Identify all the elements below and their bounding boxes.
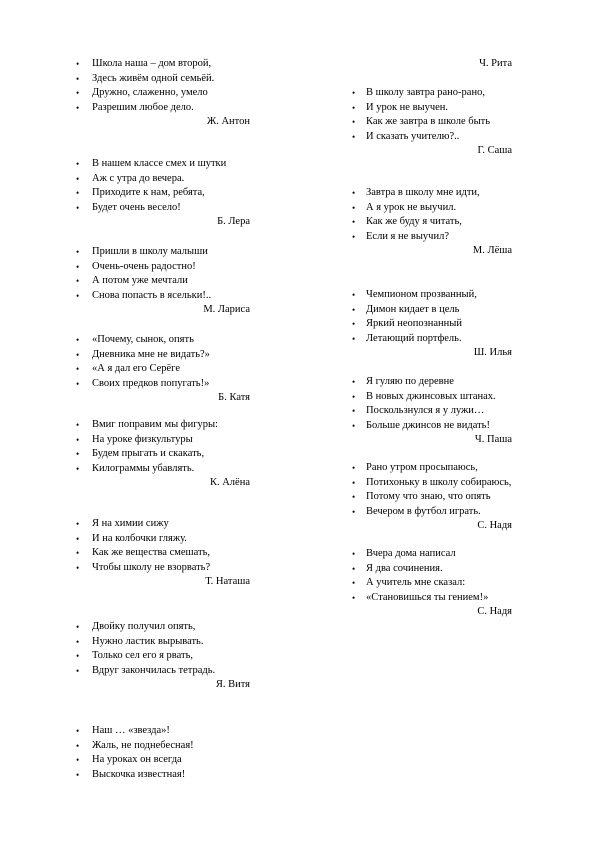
bullet-icon: •	[352, 333, 356, 344]
poem-line: • А потом уже мечтали	[0, 274, 270, 289]
poem-line: • Здесь живём одной семьёй.	[0, 72, 270, 87]
poem-line: • Яркий неопознанный	[300, 317, 570, 332]
poem-line: • Разрешим любое дело.	[0, 101, 270, 116]
bullet-icon: •	[76, 349, 80, 360]
poem-line: • В нашем классе смех и шутки	[0, 157, 270, 172]
bullet-icon: •	[352, 102, 356, 113]
bullet-icon: •	[76, 463, 80, 474]
poem-line: • Будем прыгать и скакать,	[0, 447, 270, 462]
bullet-icon: •	[352, 578, 356, 589]
poem-line: • Как же буду я читать,	[300, 215, 570, 230]
poem-line: • Поскользнулся я у лужи…	[300, 404, 570, 419]
poem-stanza	[300, 57, 570, 72]
poem-line: • И сказать учителю?..	[300, 130, 570, 145]
poem-stanza	[300, 86, 570, 159]
poem-line: • Очень-очень радостно!	[0, 260, 270, 275]
poem-line: • Школа наша – дом второй,	[0, 57, 270, 72]
poem-stanza	[0, 418, 270, 491]
poem-line: • Пришли в школу малыши	[0, 245, 270, 260]
bullet-icon: •	[76, 261, 80, 272]
bullet-icon: •	[76, 159, 80, 169]
poem-stanza	[0, 517, 270, 590]
poem-line: • На уроках он всегда	[0, 753, 270, 768]
bullet-icon: •	[76, 755, 80, 766]
bullet-icon: •	[76, 636, 80, 647]
poem-line: • Наш … «звезда»!	[0, 724, 270, 739]
bullet-icon: •	[76, 434, 80, 445]
poem-line: • «Становишься ты гением!»	[300, 591, 570, 606]
bullet-icon: •	[76, 449, 80, 460]
poem-line: • Аж с утра до вечера.	[0, 172, 270, 187]
poem-line: • А я урок не выучил.	[300, 201, 570, 216]
poem-line: • Димон кидает в цель	[300, 303, 570, 318]
bullet-icon: •	[76, 247, 80, 257]
bullet-icon: •	[352, 377, 356, 387]
poem-line: • Чемпионом прозванный,	[300, 288, 570, 303]
poem-author: Г. Саша	[477, 145, 512, 157]
poem-line: • Килограммы убавлять.	[0, 462, 270, 477]
poem-line: • Рано утром просыпаюсь,	[300, 461, 570, 476]
bullet-icon: •	[76, 290, 80, 301]
poem-author: Б. Катя	[218, 392, 250, 404]
bullet-icon: •	[352, 217, 356, 228]
poem-line: • Завтра в школу мне идти,	[300, 186, 570, 201]
bullet-icon: •	[352, 202, 356, 213]
poem-line: • Только сел его я рвать,	[0, 649, 270, 664]
poem-stanza	[300, 375, 570, 448]
poem-stanza	[0, 57, 270, 130]
poem-stanza	[300, 461, 570, 534]
poem-author: Б. Лера	[217, 216, 250, 228]
poem-author: С. Надя	[477, 606, 512, 618]
poem-line: • И урок не выучен.	[300, 101, 570, 116]
poem-stanza	[0, 245, 270, 318]
bullet-icon: •	[76, 533, 80, 544]
bullet-icon: •	[76, 378, 80, 389]
poem-author: С. Надя	[477, 520, 512, 532]
bullet-icon: •	[76, 335, 80, 345]
bullet-icon: •	[352, 549, 356, 559]
bullet-icon: •	[352, 420, 356, 431]
poem-author: Ч. Паша	[474, 434, 512, 446]
poem-line: • Потихоньку в школу собираюсь,	[300, 476, 570, 491]
bullet-icon: •	[76, 188, 80, 199]
poem-line: • Выскочка известная!	[0, 768, 270, 783]
bullet-icon: •	[76, 548, 80, 559]
bullet-icon: •	[352, 290, 356, 300]
poem-author: Я. Витя	[215, 679, 250, 691]
bullet-icon: •	[352, 463, 356, 473]
poem-line: • Дружно, слаженно, умело	[0, 86, 270, 101]
bullet-icon: •	[76, 364, 80, 375]
poem-author: Т. Наташа	[205, 576, 250, 588]
bullet-icon: •	[352, 506, 356, 517]
poem-line: • Приходите к нам, ребята,	[0, 186, 270, 201]
bullet-icon: •	[76, 519, 80, 529]
bullet-icon: •	[76, 59, 80, 69]
poem-line: • На уроке физкультуры	[0, 433, 270, 448]
poem-line: • Если я не выучил?	[300, 230, 570, 245]
poem-line: • Вмиг поправим мы фигуры:	[0, 418, 270, 433]
poem-stanza	[0, 620, 270, 693]
poem-line: • Нужно ластик вырывать.	[0, 635, 270, 650]
bullet-icon: •	[352, 406, 356, 417]
poem-line: • Я два сочинения.	[300, 562, 570, 577]
poem-line: • Будет очень весело!	[0, 201, 270, 216]
bullet-icon: •	[352, 477, 356, 488]
poem-stanza	[300, 186, 570, 259]
bullet-icon: •	[76, 726, 80, 736]
poem-line: • «А я дал его Серёге	[0, 362, 270, 377]
bullet-icon: •	[352, 492, 356, 503]
poem-line: • В школу завтра рано-рано,	[300, 86, 570, 101]
poem-line: • Двойку получил опять,	[0, 620, 270, 635]
bullet-icon: •	[76, 102, 80, 113]
poem-line: • Вечером в футбол играть.	[300, 505, 570, 520]
poem-line: • И на колбочки гляжу.	[0, 532, 270, 547]
bullet-icon: •	[352, 188, 356, 198]
poem-line: • «Почему, сынок, опять	[0, 333, 270, 348]
poem-line: • Жаль, не поднебесная!	[0, 739, 270, 754]
poem-author: Ч. Рита	[479, 58, 512, 69]
poem-author: Ш. Илья	[473, 347, 512, 359]
poem-stanza	[300, 288, 570, 361]
poem-line: • Своих предков попугать!»	[0, 377, 270, 392]
bullet-icon: •	[352, 319, 356, 330]
bullet-icon: •	[76, 622, 80, 632]
bullet-icon: •	[352, 391, 356, 402]
poem-line: • Снова попасть в ясельки!..	[0, 289, 270, 304]
bullet-icon: •	[76, 651, 80, 662]
poem-stanza	[300, 547, 570, 620]
poem-line: • Летающий портфель.	[300, 332, 570, 347]
bullet-icon: •	[76, 202, 80, 213]
poem-line: • Больше джинсов не видать!	[300, 419, 570, 434]
bullet-icon: •	[352, 592, 356, 603]
poem-line: • В новых джинсовых штанах.	[300, 390, 570, 405]
bullet-icon: •	[352, 231, 356, 242]
bullet-icon: •	[352, 304, 356, 315]
poem-line: • Вчера дома написал	[300, 547, 570, 562]
bullet-icon: •	[76, 276, 80, 287]
poem-stanza	[0, 724, 270, 782]
bullet-icon: •	[76, 665, 80, 676]
poem-author: М. Лариса	[203, 304, 250, 316]
poem-line: • Как же завтра в школе быть	[300, 115, 570, 130]
poem-stanza	[0, 333, 270, 406]
bullet-icon: •	[76, 420, 80, 430]
bullet-icon: •	[352, 131, 356, 142]
bullet-icon: •	[76, 73, 80, 84]
poem-author: М. Лёша	[472, 245, 512, 257]
bullet-icon: •	[76, 88, 80, 99]
poem-line: • Как же вещества смешать,	[0, 546, 270, 561]
poem-line: • Я гуляю по деревне	[300, 375, 570, 390]
bullet-icon: •	[352, 88, 356, 98]
poem-line: • Дневника мне не видать?»	[0, 348, 270, 363]
bullet-icon: •	[76, 769, 80, 780]
bullet-icon: •	[352, 563, 356, 574]
bullet-icon: •	[76, 173, 80, 184]
poem-line: • Я на химии сижу	[0, 517, 270, 532]
poem-line: • Вдруг закончилась тетрадь.	[0, 664, 270, 679]
poem-line: • А учитель мне сказал:	[300, 576, 570, 591]
poem-line: • Потому что знаю, что опять	[300, 490, 570, 505]
bullet-icon: •	[76, 562, 80, 573]
poem-line: • Чтобы школу не взорвать?	[0, 561, 270, 576]
poem-stanza	[0, 157, 270, 230]
bullet-icon: •	[76, 740, 80, 751]
bullet-icon: •	[352, 117, 356, 128]
poem-author: Ж. Антон	[206, 116, 250, 128]
poem-author: К. Алёна	[209, 477, 250, 489]
